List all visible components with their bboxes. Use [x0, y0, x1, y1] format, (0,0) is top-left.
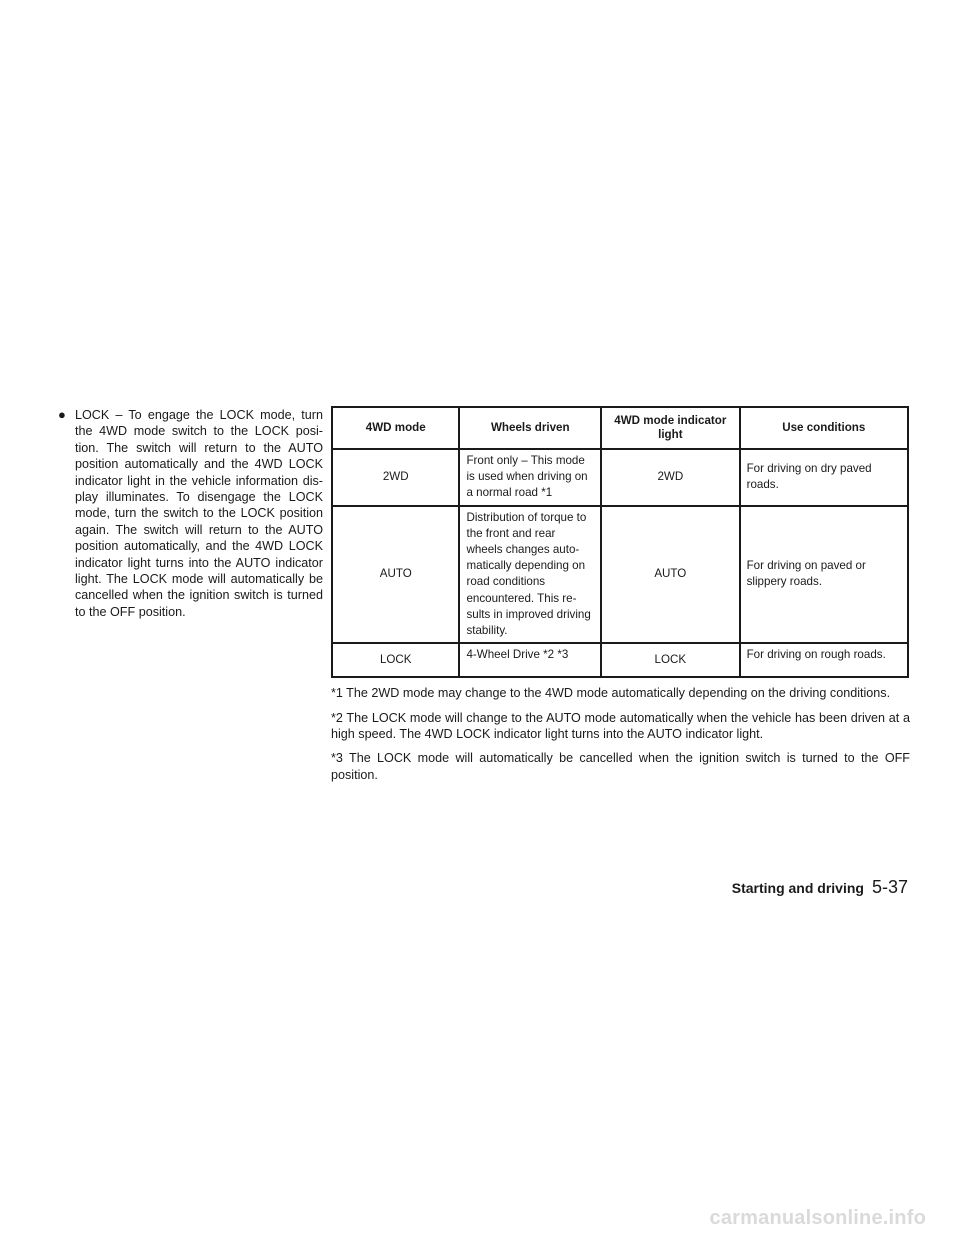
table-footnotes — [331, 685, 910, 783]
watermark: carmanualsonline.info — [709, 1207, 926, 1229]
4wd-mode-table — [331, 406, 909, 678]
cell-conditions: For driving on rough roads. — [740, 643, 908, 677]
footer-page-number: 5-37 — [871, 877, 908, 897]
cell-conditions: For driving on paved or slippery roads. — [740, 506, 908, 644]
footnote-3: *3 The LOCK mode will automatically be cancelled when the ignition switch is turned to the OFF position. — [331, 751, 910, 782]
cell-wheels-driven: Front only – This mode is used when driving on a normal road *1 — [459, 449, 601, 506]
bullet-item-lock — [58, 407, 323, 620]
table-row — [332, 643, 908, 677]
cell-indicator: 2WD — [601, 449, 740, 506]
bullet-dot-icon: ● — [58, 407, 66, 422]
cell-indicator: LOCK — [601, 643, 740, 677]
lock-mode-description — [58, 407, 323, 620]
cell-mode: LOCK — [332, 643, 459, 677]
cell-wheels-driven: Distribution of torque to the front and rear wheels changes auto- matically depending on road conditions encountered. This re- sults in improved driving stability. — [459, 506, 601, 644]
bullet-text: LOCK – To engage the LOCK mode, turn the 4WD mode switch to the LOCK posi- tion. The switch will return to the AUTO position automatically and the 4WD LOCK indicator light in the vehicle information dis- play illuminates. To disengage the LOCK mode, turn the switch to the LOCK position again. The switch will return to the AUTO position automatically, and the 4WD LOCK indicator light turns into the AUTO indicator light. The LOCK mode will automatically be cancelled when the ignition switch is turned to the OFF position. — [75, 408, 323, 619]
table-row — [332, 506, 908, 644]
cell-mode: AUTO — [332, 506, 459, 644]
footnote-2: *2 The LOCK mode will change to the AUTO mode automatically when the vehicle has been driven at a high speed. The 4WD LOCK indicator light turns into the AUTO indicator light. — [331, 710, 910, 742]
cell-conditions: For driving on dry paved roads. — [740, 449, 908, 506]
cell-indicator: AUTO — [601, 506, 740, 644]
footnote-1: *1 The 2WD mode may change to the 4WD mode automatically depending on the driving conditions. — [331, 686, 891, 701]
page-footer — [732, 877, 908, 898]
header-use-conditions: Use conditions — [740, 407, 908, 449]
table-header-row — [332, 407, 908, 449]
cell-mode: 2WD — [332, 449, 459, 506]
footer-section-title: Starting and driving — [731, 880, 864, 896]
right-column — [331, 406, 910, 791]
header-wheels-driven: Wheels driven — [459, 407, 601, 449]
table-row — [332, 449, 908, 506]
cell-wheels-driven: 4-Wheel Drive *2 *3 — [459, 643, 601, 677]
header-4wd-mode: 4WD mode — [332, 407, 459, 449]
header-indicator-light: 4WD mode indicator light — [601, 407, 740, 449]
